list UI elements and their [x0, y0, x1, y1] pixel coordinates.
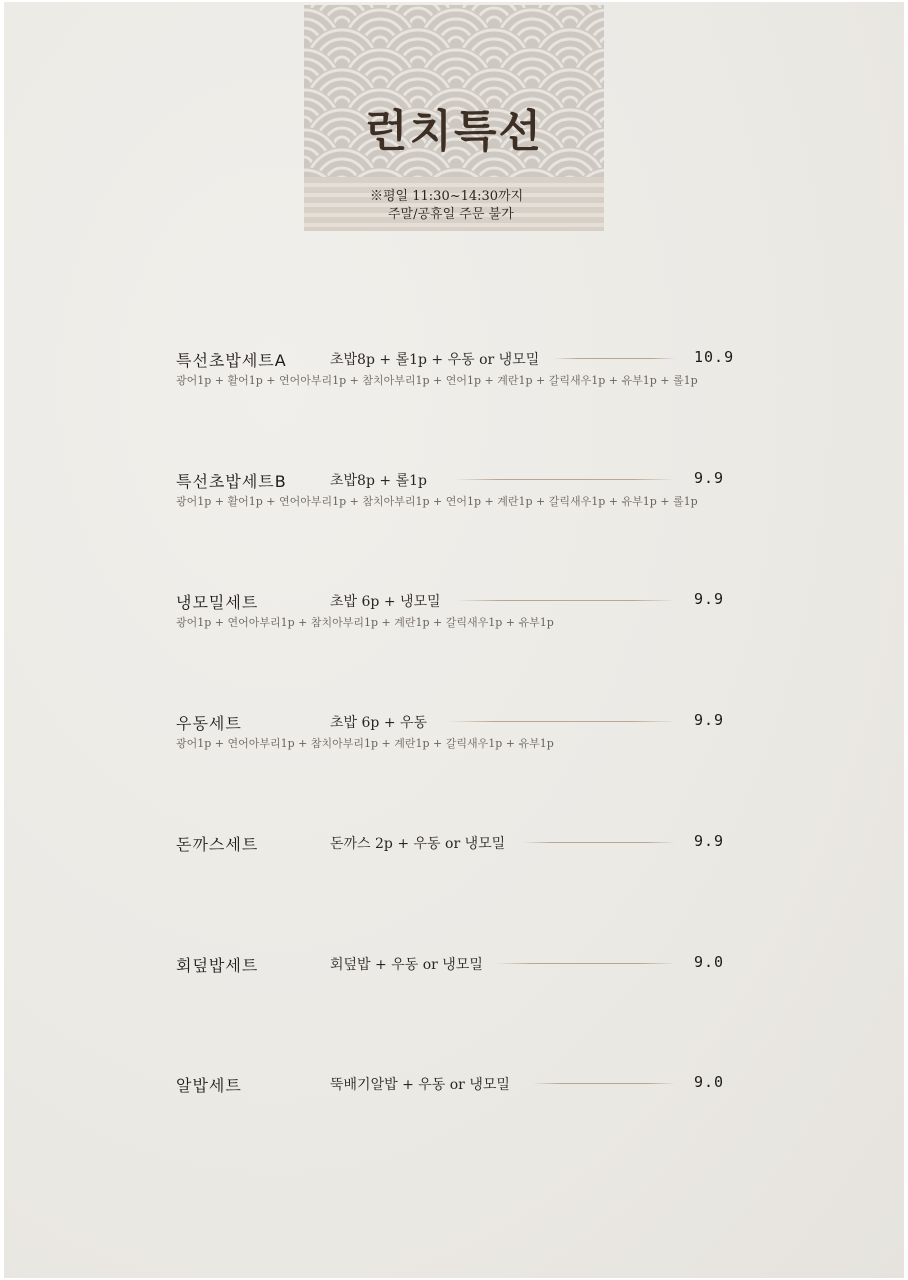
item-price: 9.9 — [694, 711, 725, 729]
item-price: 9.0 — [694, 953, 725, 971]
menu-item — [4, 469, 904, 509]
item-name: 냉모밀세트 — [176, 593, 259, 612]
menu-item — [4, 711, 904, 751]
item-name: 알밥세트 — [176, 1076, 242, 1095]
item-price: 9.0 — [694, 1073, 725, 1091]
item-desc: 뚝배기알밥 + 우동 or 냉모밀 — [330, 1077, 510, 1093]
leader-line — [554, 358, 676, 359]
item-price: 9.9 — [694, 832, 725, 850]
item-price: 9.9 — [694, 469, 725, 487]
menu-item — [4, 590, 904, 630]
item-name: 돈까스세트 — [176, 835, 259, 854]
leader-line — [496, 963, 676, 964]
menu-item — [4, 953, 904, 993]
menu-item — [4, 348, 904, 388]
item-name: 특선초밥세트B — [176, 472, 287, 491]
item-detail: 광어1p + 연어아부리1p + 참치아부리1p + 계란1p + 갈릭새우1p + 유부1p — [176, 737, 554, 750]
leader-line — [522, 842, 676, 843]
item-detail: 광어1p + 연어아부리1p + 참치아부리1p + 계란1p + 갈릭새우1p + 유부1p — [176, 616, 554, 629]
leader-line — [454, 479, 676, 480]
item-desc: 초밥 6p + 냉모밀 — [330, 594, 441, 610]
item-name: 회덮밥세트 — [176, 956, 259, 975]
item-detail: 광어1p + 활어1p + 연어아부리1p + 참치아부리1p + 연어1p + 계란1p + 갈릭새우1p + 유부1p + 롤1p — [176, 374, 698, 387]
item-name: 우동세트 — [176, 714, 242, 733]
item-name: 특선초밥세트A — [176, 351, 287, 370]
leader-line — [456, 600, 676, 601]
item-desc: 초밥 6p + 우동 — [330, 715, 428, 731]
item-price: 10.9 — [694, 348, 735, 366]
hours-notice: ※평일 11:30~14:30까지 — [370, 189, 524, 204]
leader-line — [532, 1083, 676, 1084]
weekend-notice: 주말/공휴일 주문 불가 — [388, 207, 514, 222]
menu-item — [4, 832, 904, 872]
item-desc: 초밥8p + 롤1p — [330, 473, 427, 489]
menu-page — [4, 2, 904, 1278]
item-desc: 회덮밥 + 우동 or 냉모밀 — [330, 957, 483, 973]
item-desc: 돈까스 2p + 우동 or 냉모밀 — [330, 836, 506, 852]
item-desc: 초밥8p + 롤1p + 우동 or 냉모밀 — [330, 352, 540, 368]
menu-item — [4, 1073, 904, 1113]
item-detail: 광어1p + 활어1p + 연어아부리1p + 참치아부리1p + 연어1p + 계란1p + 갈릭새우1p + 유부1p + 롤1p — [176, 495, 698, 508]
leader-line — [448, 721, 676, 722]
page-title: 런치특선 — [364, 106, 543, 157]
item-price: 9.9 — [694, 590, 725, 608]
